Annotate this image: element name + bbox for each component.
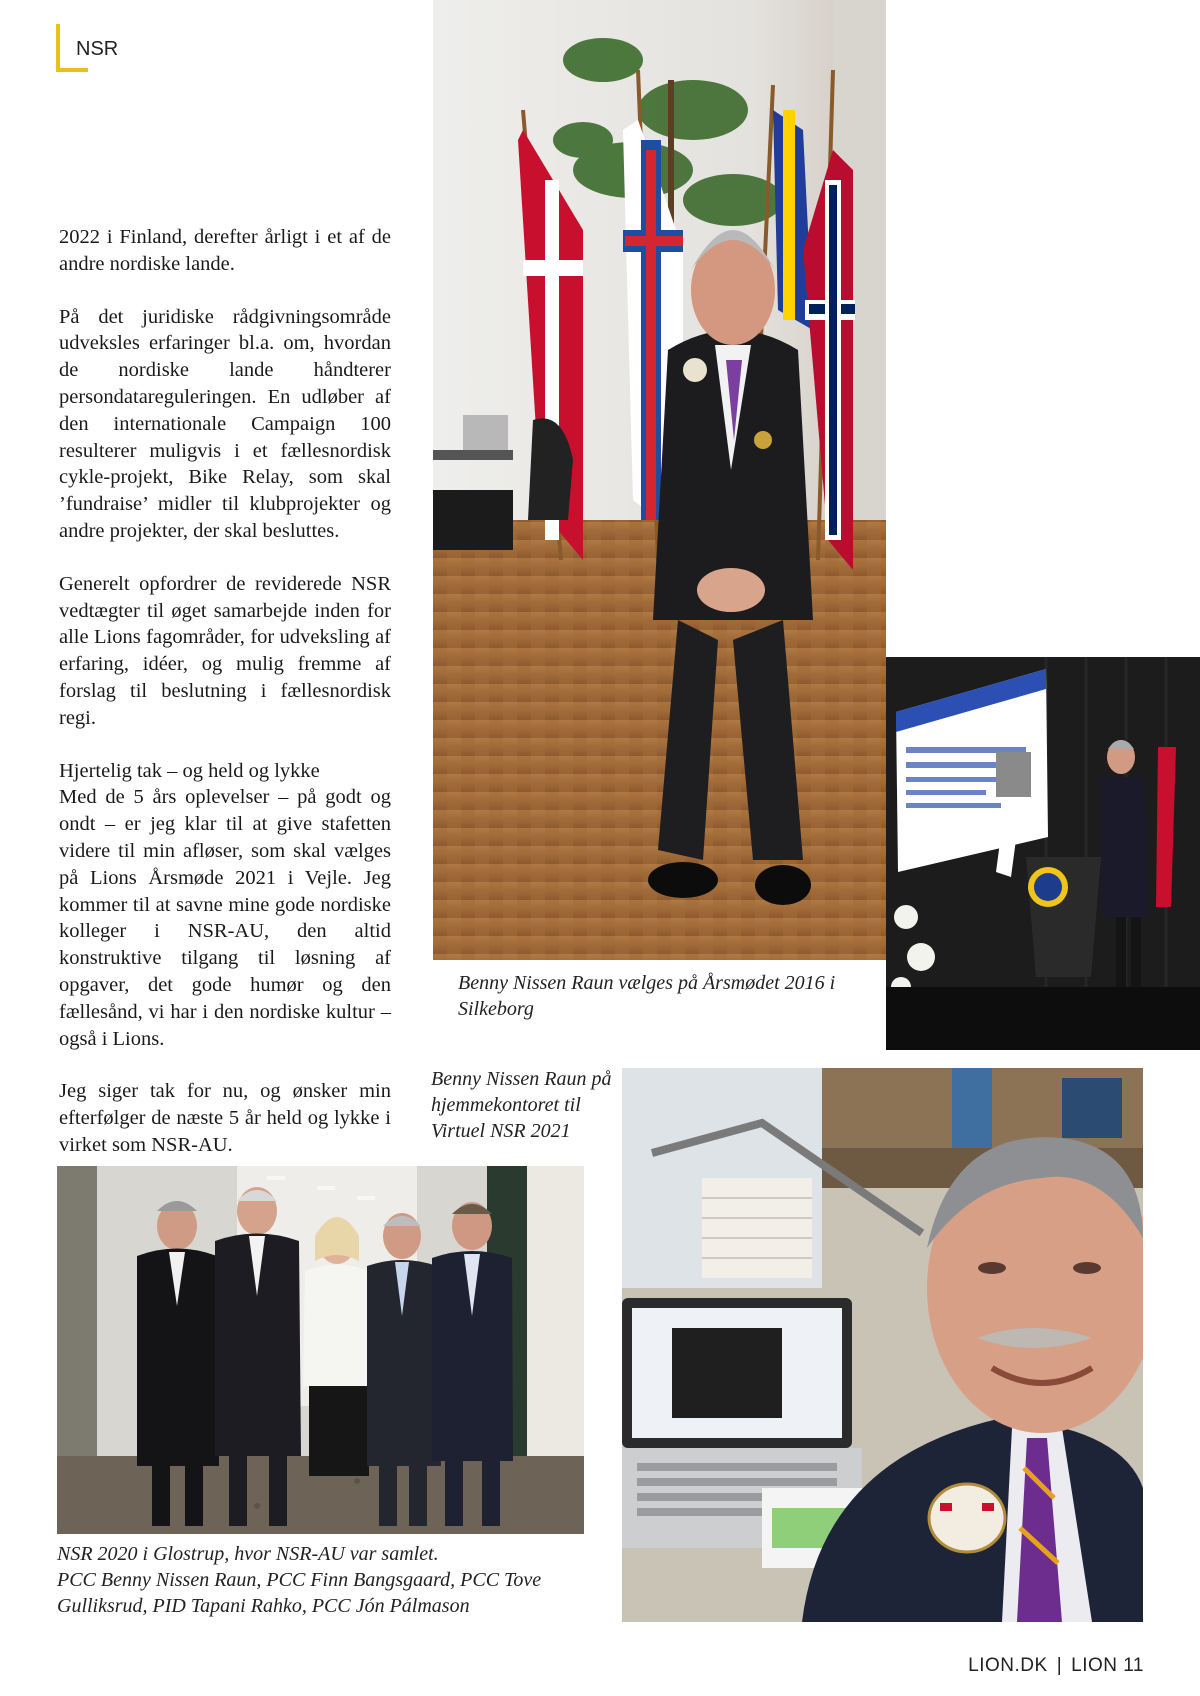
group-photo-caption bbox=[57, 1541, 557, 1619]
article-paragraph: På det juridiske rådgivningsområde udveksles erfaringer bl.a. om, hvordan de nordiske lande håndterer persondatareguleringen. En udløber af den internationale Campaign 100 resulterer muligvis i et fællesnordisk cykle-projekt, Bike Relay, som skal ’fundraise’ midler til klubprojekter og andre projekter, der skal besluttes. bbox=[59, 305, 391, 542]
flags-photo bbox=[433, 0, 886, 960]
group-photo-caption-line2: PCC Benny Nissen Raun, PCC Finn Bangsgaard, PCC Tove Gulliksrud, PID Tapani Rahko, PCC Jón Pálmason bbox=[57, 1569, 542, 1617]
article-paragraph: 2022 i Finland, derefter årligt i et af de andre nordiske lande. bbox=[59, 226, 391, 275]
flags-photo-caption: Benny Nissen Raun vælges på Årsmødet 2016 i Silkeborg bbox=[458, 972, 836, 1020]
section-label: NSR bbox=[76, 38, 119, 60]
article-paragraph: Generelt opfordrer de reviderede NSR vedtægter til øget samarbejde inden for alle Lions fagområder, for udveksling af erfaring, idéer, og mulig fremme af forslag til beslutning i fællesnordisk regi. bbox=[59, 572, 391, 729]
home-office-photo bbox=[622, 1068, 1143, 1622]
closing-heading: Hjertelig tak – og held og lykke bbox=[59, 759, 320, 782]
final-paragraph: Jeg siger tak for nu, og ønsker min efterfølger de næste 5 år held og lykke i virket som NSR-AU. bbox=[59, 1080, 391, 1156]
group-photo bbox=[57, 1166, 584, 1534]
group-photo-caption-line1: NSR 2020 i Glostrup, hvor NSR-AU var samlet. bbox=[57, 1543, 439, 1565]
footer-page: LION 11 bbox=[1071, 1655, 1144, 1676]
closing-paragraph: Med de 5 års oplevelser – på godt og ondt – er jeg klar til at give stafetten videre til min afløser, som skal vælges på Lions Årsmøde 2021 i Vejle. Jeg kommer til at savne mine gode nordiske kolleger i NSR-AU, den altid konstruktive tilgang til løsning af opgaver, det gode humør og den fællesånd, vi har i den nordiske kultur – også i Lions. bbox=[59, 786, 391, 1050]
footer-site: LION.DK bbox=[968, 1655, 1048, 1676]
article-body bbox=[59, 224, 391, 1185]
home-office-photo-caption: Benny Nissen Raun på hjemmekontoret til Virtuel NSR 2021 bbox=[431, 1068, 612, 1142]
page-footer bbox=[968, 1655, 1144, 1677]
podium-photo bbox=[886, 657, 1200, 1050]
footer-separator: | bbox=[1056, 1655, 1063, 1676]
